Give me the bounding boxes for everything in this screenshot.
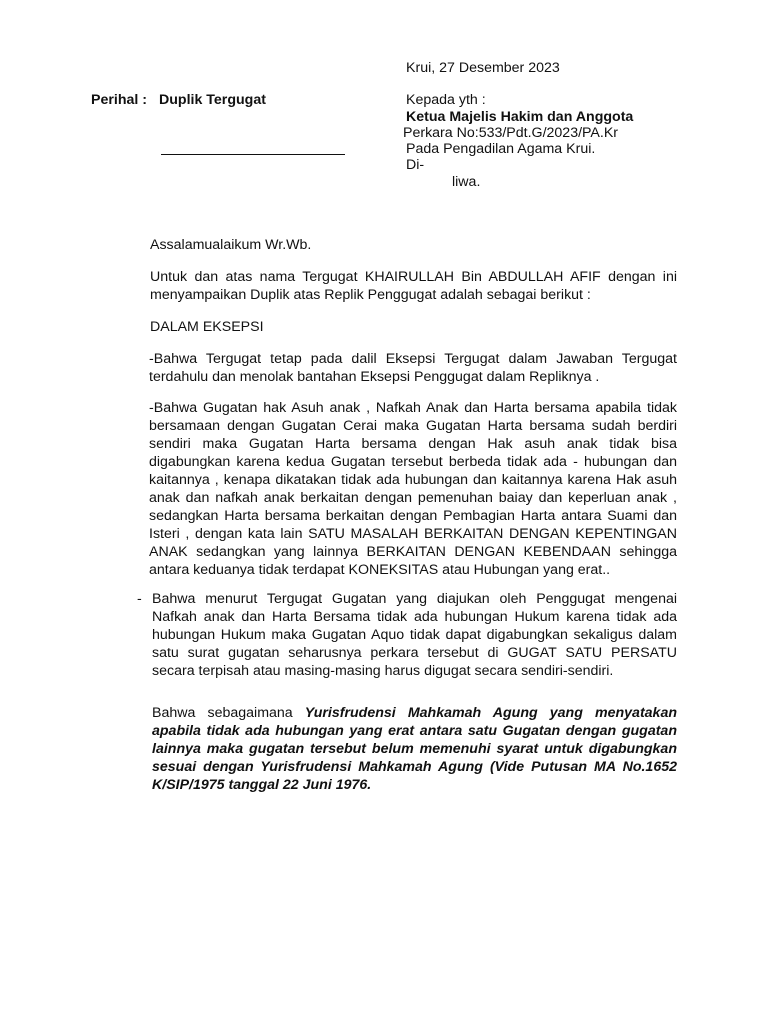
case-number: Perkara No:533/Pdt.G/2023/PA.Kr [403, 125, 619, 141]
greeting: Assalamualaikum Wr.Wb. [150, 237, 312, 253]
signature-line [161, 154, 345, 155]
point-4-emphasis: Yurisfrudensi Mahkamah Agung yang menyatakan apabila tidak ada hubungan yang erat antara satu Gugatan dengan gugatan lainnya maka gugatan tersebut belum memenuhi syarat untuk digabungkan sesuai dengan Yurisfrudensi Mahkamah Agung (Vide Putusan MA No.1652 K/SIP/1975 tanggal 22 Juni 1976. [152, 705, 678, 793]
di-label: Di- [406, 157, 425, 173]
court-name: Pada Pengadilan Agama Krui. [406, 141, 596, 157]
point-3-dash: - [137, 591, 142, 607]
point-3: Bahwa menurut Tergugat Gugatan yang diajukan oleh Penggugat mengenai Nafkah anak dan Harta Bersama tidak ada hubungan Hukum karena tidak ada hubungan Hukum maka Gugatan Aquo tidak dapat digabungkan sekaligus dalam satu surat gugatan seharusnya perkara tersebut di GUGAT SATU PERSATU secara terpisah atau masing-masing harus digugat secara sendiri-sendiri. [152, 591, 677, 679]
intro-paragraph: Untuk dan atas nama Tergugat KHAIRULLAH Bin ABDULLAH AFIF dengan ini menyampaikan Duplik atas Replik Penggugat adalah sebagai berikut : [150, 269, 677, 303]
recipient: Ketua Majelis Hakim dan Anggota [406, 109, 634, 125]
point-1: -Bahwa Tergugat tetap pada dalil Eksepsi Tergugat dalam Jawaban Tergugat terdahulu dan menolak bantahan Eksepsi Penggugat dalam Repliknya . [149, 351, 677, 385]
point-2: -Bahwa Gugatan hak Asuh anak , Nafkah Anak dan Harta bersama apabila tidak bersamaan dengan Gugatan Cerai maka Gugatan Harta bersama sudah berdiri sendiri maka Gugatan Harta bersama dengan Hak asuh anak tidak bisa digabungkan karena kedua Gugatan tersebut berbeda tidak ada - hubungan dan kaitannya , kenapa dikatakan tidak ada hubungan dan kaitannya karena Hak asuh anak dan nafkah anak berkaitan dengan pemenuhan baiay dan keperluan anak , sedangkan Harta bersama berkaitan dengan Pembagian Harta antara Suami dan Isteri , dengan kata lain SATU MASALAH BERKAITAN DENGAN KEPENTINGAN ANAK sedangkan yang lainnya BERKAITAN DENGAN KEBENDAAN sehingga antara keduanya tidak terdapat KONEKSITAS atau Hubungan yang erat.. [149, 400, 677, 578]
point-4-lead: Bahwa sebagaimana [152, 705, 305, 721]
point-4 [152, 704, 677, 794]
section-title: DALAM EKSEPSI [150, 319, 264, 335]
city: liwa. [452, 174, 481, 190]
perihal-value: Duplik Tergugat [159, 92, 266, 108]
place-date: Krui, 27 Desember 2023 [406, 60, 560, 76]
perihal-label: Perihal : [91, 92, 147, 108]
kepada-yth: Kepada yth : [406, 92, 486, 108]
